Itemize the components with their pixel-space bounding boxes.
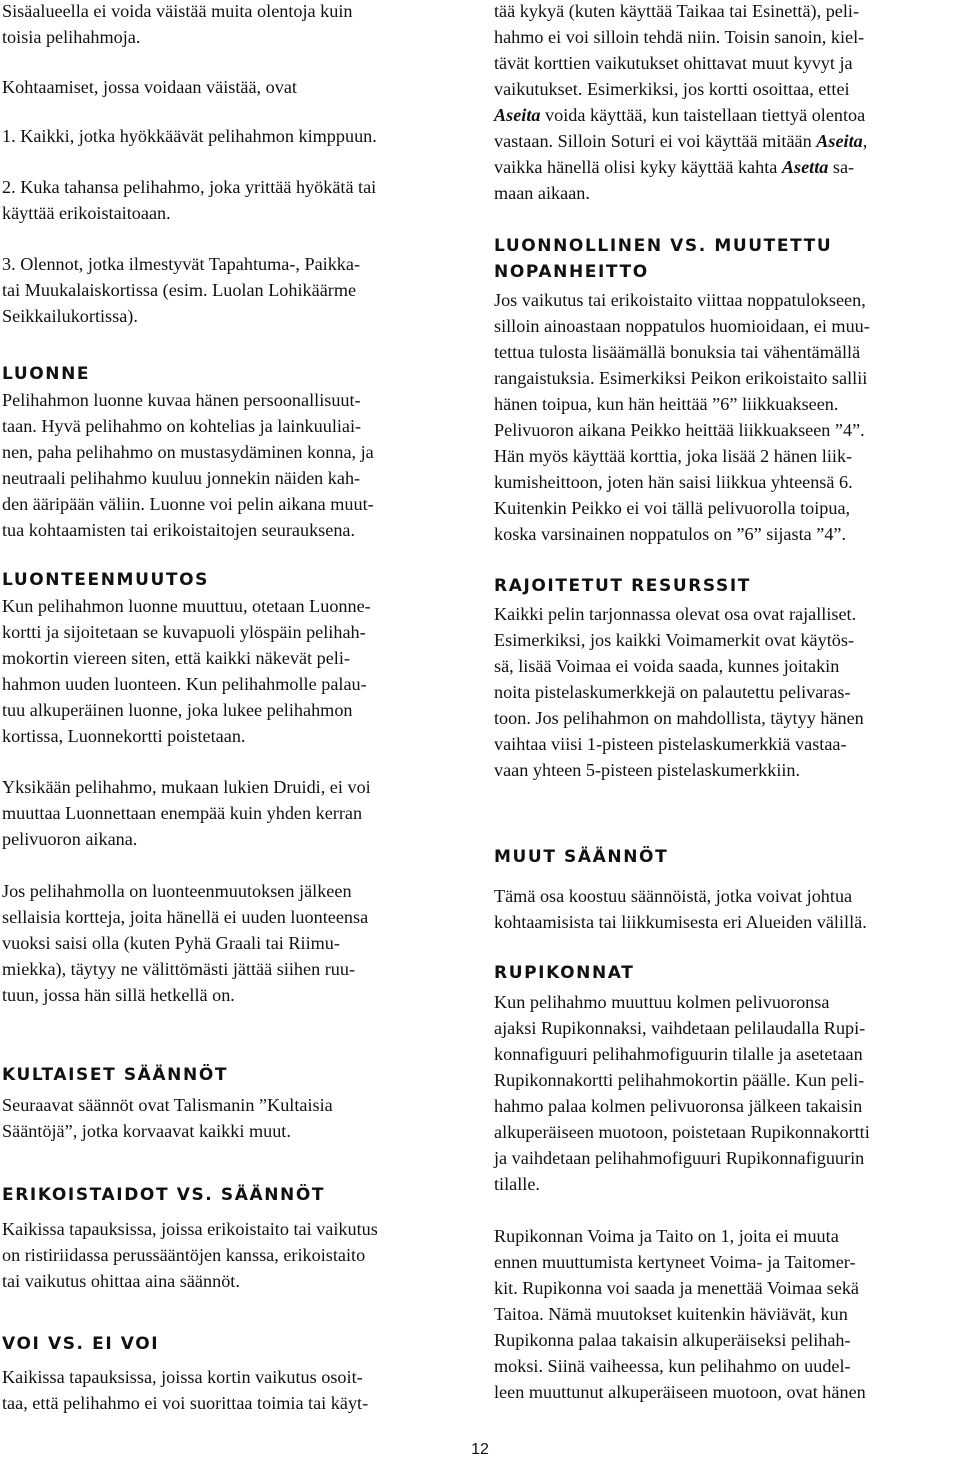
list-item: 3. Olennot, jotka ilmestyvät Tapahtuma-, Paikka- [2,254,361,274]
text-line: vuoksi saisi olla (kuten Pyhä Graali tai Riimu- [2,933,340,953]
text-line: Sääntöjä”, jotka korvaavat kaikki muut. [2,1121,291,1141]
text-line: sä, lisää Voimaa ei voida saada, kunnes joitakin [494,656,840,676]
text-line [494,130,867,152]
text-line [494,104,865,126]
text-line: Jos vaikutus tai erikoistaito viittaa noppatulokseen, [494,290,866,310]
text-line: Rupikonnakortti pelihahmokortin päälle. Kun peli- [494,1070,865,1090]
text-line: ajaksi Rupikonnaksi, vaihdetaan pelilaudalla Rupi- [494,1018,866,1038]
text-line: muuttaa Luonnettaan enempää kuin yhden kerran [2,803,363,823]
text-line: neutraali pelihahmo kuuluu jonnekin näiden kah- [2,468,361,488]
text-line: Yksikään pelihahmo, mukaan lukien Druidi, ei voi [2,777,371,797]
text-line: Kun pelihahmon luonne muuttuu, otetaan Luonne- [2,596,371,616]
section-heading-nopanheitto: NOPANHEITTO [494,262,649,282]
text-span: voida käyttää, kun taistellaan tiettyä olentoa [540,105,866,125]
section-heading-luonne: LUONNE [2,364,91,384]
text-span: sa- [828,157,855,177]
section-heading-kultaiset-saannot: KULTAISET SÄÄNNÖT [2,1065,229,1085]
text-line: silloin ainoastaan noppatulos huomioidaan, ei muu- [494,316,870,336]
text-line: tilalle. [494,1174,540,1194]
text-line: leen muuttunut alkuperäiseen muotoon, ovat hänen [494,1382,866,1402]
text-line: rangaistuksia. Esimerkiksi Peikon erikoistaito sallii [494,368,868,388]
text-line: Kohtaamiset, jossa voidaan väistää, ovat [2,77,297,97]
text-line: Esimerkiksi, jos kaikki Voimamerkit ovat käytös- [494,630,855,650]
text-line: nen, paha pelihahmo on mustasydäminen konna, ja [2,442,374,462]
text-line: moksi. Siinä vaiheessa, kun pelihahmo on uudel- [494,1356,851,1376]
emphasis-text: Aseita [816,131,863,151]
text-line: tai vaikutus ohittaa aina säännöt. [2,1271,240,1291]
text-line: kohtaamisista tai liikkumisesta eri Alueiden välillä. [494,912,867,932]
text-line: sellaisia kortteja, joita hänellä ei uuden luonteensa [2,907,369,927]
section-heading-rajoitetut-resurssit: RAJOITETUT RESURSSIT [494,576,751,596]
text-line: Seikkailukortissa). [2,306,138,326]
text-line: hahmo ei voi silloin tehdä niin. Toisin sanoin, kiel- [494,27,865,47]
text-span: vaikka hänellä olisi kyky käyttää kahta [494,157,782,177]
text-line: vaihtaa viisi 1-pisteen pistelaskumerkkiä vastaa- [494,734,847,754]
emphasis-text: Asetta [781,157,829,177]
section-heading-luonteenmuutos: LUONTEENMUUTOS [2,570,209,590]
text-line: den ääripään väliin. Luonne voi pelin aikana muut- [2,494,374,514]
text-line: tettua tulosta lisäämällä bonuksia tai vähentämällä [494,342,861,362]
text-line: Kaikissa tapauksissa, joissa kortin vaikutus osoit- [2,1367,363,1387]
text-line: Kaikki pelin tarjonnassa olevat osa ovat rajalliset. [494,604,857,624]
text-line: Seuraavat säännöt ovat Talismanin ”Kultaisia [2,1095,333,1115]
section-heading-erikoistaidot: ERIKOISTAIDOT VS. SÄÄNNÖT [2,1185,326,1205]
text-line: tua kohtaamisten tai erikoistaitojen seurauksena. [2,520,356,540]
text-line: Hän myös käyttää korttia, joka lisää 2 hänen liik- [494,446,853,466]
text-line: Rupikonnan Voima ja Taito on 1, joita ei muuta [494,1226,839,1246]
text-line: kortissa, Luonnekortti poistetaan. [2,726,246,746]
emphasis-text: Aseita [494,105,541,125]
text-line: miekka), täytyy ne välittömästi jättää siihen ruu- [2,959,356,979]
section-heading-voi-vs-ei-voi: VOI VS. EI VOI [2,1334,160,1354]
section-heading-luonnollinen: LUONNOLLINEN VS. MUUTETTU [494,236,833,256]
section-heading-muut-saannot: MUUT SÄÄNNÖT [494,847,669,867]
text-line: alkuperäiseen muotoon, poistetaan Rupikonnakortti [494,1122,870,1142]
text-line: tuun, jossa hän sillä hetkellä on. [2,985,235,1005]
text-line: noita pistelaskumerkkejä on palautettu pelivaras- [494,682,851,702]
text-line: hänen toipua, kun hän heittää ”6” liikkuakseen. [494,394,839,414]
text-line: Jos pelihahmolla on luonteenmuutoksen jälkeen [2,881,352,901]
text-line: hahmon uuden luonteen. Kun pelihahmolle palau- [2,674,367,694]
text-line: on ristiriidassa perussääntöjen kanssa, erikoistaito [2,1245,366,1265]
text-line: Tämä osa koostuu säännöistä, jotka voivat johtua [494,886,853,906]
text-line: Rupikonna palaa takaisin alkuperäiseksi pelihah- [494,1330,851,1350]
list-item: 2. Kuka tahansa pelihahmo, joka yrittää hyökätä tai [2,177,377,197]
text-span: , [862,131,868,151]
text-line: Pelihahmon luonne kuvaa hänen persoonallisuut- [2,390,361,410]
text-line: Kaikissa tapauksissa, joissa erikoistaito tai vaikutus [2,1219,378,1239]
text-line: kumisheittoon, joten hän saisi liikkua yhteensä 6. [494,472,853,492]
text-line: toisia pelihahmoja. [2,27,141,47]
text-line: ennen muuttumista kertyneet Voima- ja Taitomer- [494,1252,856,1272]
text-line: ja vaihdetaan pelihahmofiguuri Rupikonnafiguurin [494,1148,865,1168]
text-line: taa, että pelihahmo ei voi suorittaa toimia tai käyt- [2,1393,369,1413]
text-line: tai Muukalaiskortissa (esim. Luolan Lohikäärme [2,280,357,300]
page-number: 12 [471,1441,489,1458]
text-line: kit. Rupikonna voi saada ja menettää Voimaa sekä [494,1278,860,1298]
text-line: Kuitenkin Peikko ei voi tällä pelivuorolla toipua, [494,498,851,518]
text-line: pelivuoron aikana. [2,829,138,849]
text-line: tää kykyä (kuten käyttää Taikaa tai Esinettä), peli- [494,1,860,21]
text-line: vaikutukset. Esimerkiksi, jos kortti osoittaa, ettei [494,79,850,99]
text-line: mokortin viereen siten, että kaikki näkevät peli- [2,648,350,668]
text-line: maan aikaan. [494,183,590,203]
text-span: vastaan. Silloin Soturi ei voi käyttää mitään [494,131,817,151]
text-line: taan. Hyvä pelihahmo on kohtelias ja lainkuuliai- [2,416,362,436]
text-line: Kun pelihahmo muuttuu kolmen pelivuoronsa [494,992,830,1012]
text-line: tävät korttien vaikutukset ohittavat muut kyvyt ja [494,53,853,73]
text-line: käyttää erikoistaitoaan. [2,203,171,223]
text-line: hahmo palaa kolmen pelivuoronsa jälkeen takaisin [494,1096,863,1116]
list-item: 1. Kaikki, jotka hyökkäävät pelihahmon kimppuun. [2,126,377,146]
text-line: koska varsinainen noppatulos on ”6” sijasta ”4”. [494,524,847,544]
text-line: vaan yhteen 5-pisteen pistelaskumerkkiin. [494,760,801,780]
text-line [494,156,854,178]
text-line: Taitoa. Nämä muutokset kuitenkin häviävät, kun [494,1304,848,1324]
text-line: toon. Jos pelihahmon on mahdollista, täytyy hänen [494,708,864,728]
section-heading-rupikonnat: RUPIKONNAT [494,963,635,983]
text-line: konnafiguuri pelihahmofiguurin tilalle ja asetetaan [494,1044,863,1064]
text-line: tuu alkuperäinen luonne, joka lukee pelihahmon [2,700,353,720]
text-line: Pelivuoron aikana Peikko heittää liikkuakseen ”4”. [494,420,865,440]
text-line: Sisäalueella ei voida väistää muita olentoja kuin [2,1,353,21]
text-line: kortti ja sijoitetaan se kuvapuoli ylöspäin pelihah- [2,622,366,642]
